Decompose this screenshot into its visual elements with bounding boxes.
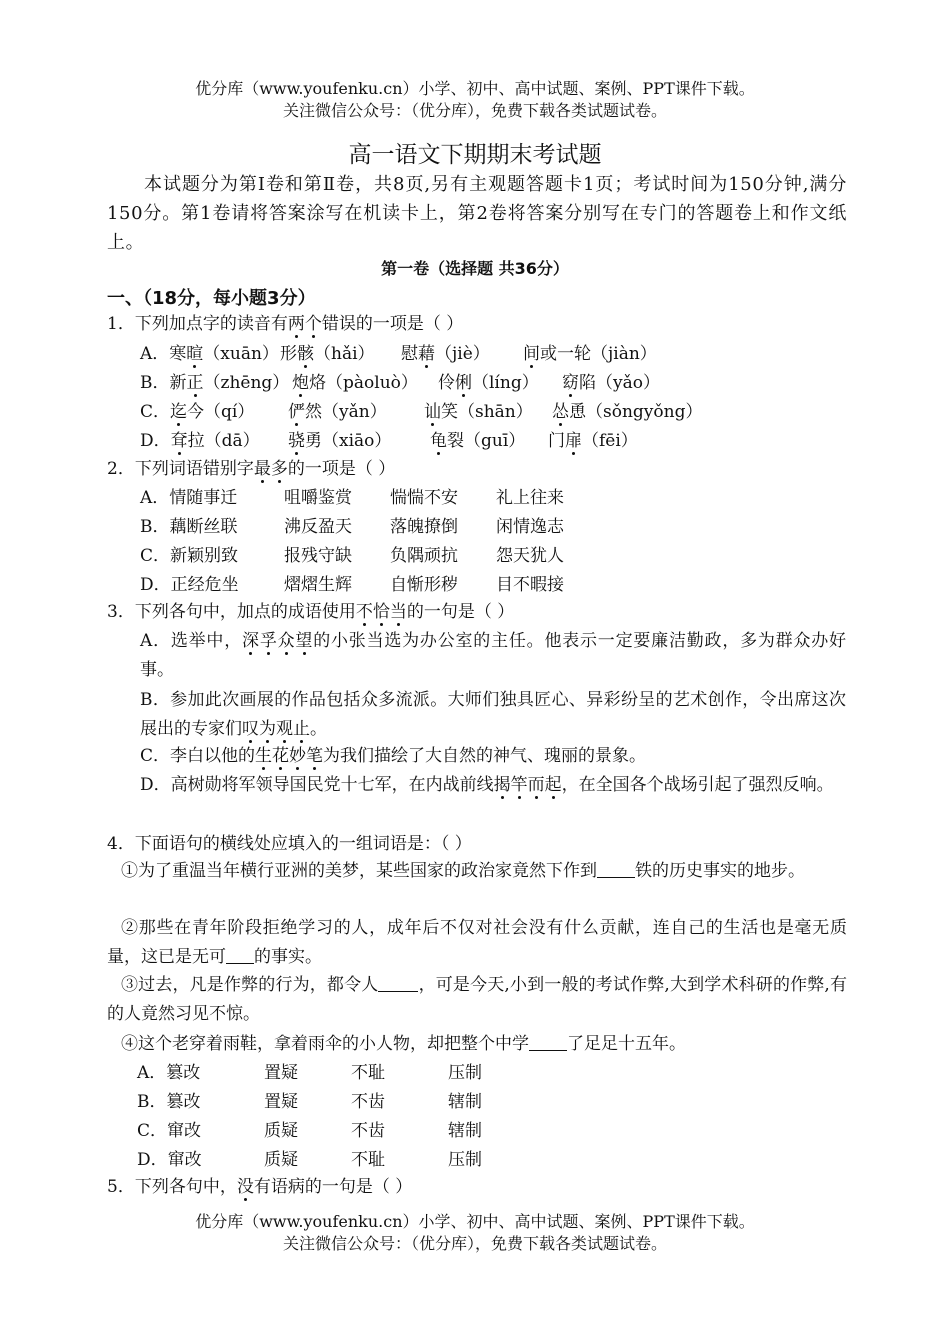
q2-option-a: A．情随事迁 咀嚼鉴赏 惴惴不安 礼上往来 (140, 488, 564, 508)
q3-option-b: B．参加此次画展的作品包括众多流派。大师们独具匠心、异彩纷呈的艺术创作，令出席这次展出的专家们叹为观止。 (140, 690, 846, 739)
part-one-heading: 第一卷（选择题 共36分） (381, 259, 569, 278)
q1-option-d: D．耷拉（dā） 骁勇（xiāo） 龟裂（guī） 门扉（fēi） (140, 431, 638, 451)
page-header (0, 78, 950, 122)
q2-stem: 2．下列词语错别字最多的一项是（ ） (107, 459, 396, 479)
q4-blank-2[interactable] (226, 947, 254, 964)
q3-option-c: C．李白以他的生花妙笔为我们描绘了大自然的神气、瑰丽的景象。 (140, 746, 647, 766)
exam-title: 高一语文下期期末考试题 (348, 142, 602, 168)
q5-stem: 5．下列各句中，没有语病的一句是（ ） (107, 1177, 413, 1197)
q2-option-c: C．新颖别致 报残守缺 负隅顽抗 怨天犹人 (140, 546, 564, 566)
q4-stem: 4．下面语句的横线处应填入的一组词语是：（ ） (107, 834, 472, 854)
header-line-2: 关注微信公众号：（优分库），免费下载各类试题试卷。 (282, 101, 667, 120)
footer-line-1: 优分库（www.youfenku.cn）小学、初中、高中试题、案例、PPT课件下载。 (195, 1212, 755, 1231)
q4-sentence-1: ①为了重温当年横行亚洲的美梦，某些国家的政治家竟然下作到 铁的历史事实的地步。 (121, 861, 805, 881)
q4-sentence-4: ④这个老穿着雨鞋，拿着雨伞的小人物，却把整个中学 了足足十五年。 (121, 1034, 686, 1054)
section-one-heading: 一、（18分，每小题3分） (107, 288, 316, 309)
q1-option-a: A．寒暄（xuān）形骸（hǎi） 慰藉（jiè） 间或一轮（jiàn） (140, 344, 657, 364)
q4-blank-1[interactable] (597, 861, 635, 878)
q4-option-c: C．窜改 质疑 不齿 辖制 (137, 1121, 482, 1141)
q1-option-c: C．迄今（qí） 俨然（yǎn） 讪笑（shān） 怂恿（sǒngyǒng） (140, 402, 703, 422)
page-footer (0, 1211, 950, 1255)
q4-sentence-3: ③过去，凡是作弊的行为，都令人 ，可是今天,小到一般的考试作弊,大到学术科研的作弊,有的人竟然习见不惊。 (107, 975, 847, 1024)
q3-stem: 3．下列各句中，加点的成语使用不恰当的一句是（ ） (107, 602, 515, 622)
q4-blank-4[interactable] (529, 1034, 567, 1051)
q4-blank-3[interactable] (378, 975, 418, 992)
footer-line-2: 关注微信公众号：（优分库），免费下载各类试题试卷。 (282, 1234, 667, 1253)
q2-option-d: D．正经危坐 熠熠生辉 自惭形秽 目不暇接 (140, 575, 564, 595)
q2-option-b: B．藕断丝联 沸反盈天 落魄撩倒 闲情逸志 (140, 517, 564, 537)
q4-sentence-2: ②那些在青年阶段拒绝学习的人，成年后不仅对社会没有什么贡献，连自己的生活也是毫无质量，这已是无可 的事实。 (107, 918, 847, 967)
q3-option-a: A．选举中，深孚众望的小张当选为办公室的主任。他表示一定要廉洁勤政，多为群众办好事。 (140, 631, 847, 680)
header-line-1: 优分库（www.youfenku.cn）小学、初中、高中试题、案例、PPT课件下载。 (195, 79, 755, 98)
q3-option-d: D．高树勋将军领导国民党十七军，在内战前线揭竿而起，在全国各个战场引起了强烈反响。 (140, 775, 834, 795)
q4-option-d: D．窜改 质疑 不耻 压制 (137, 1150, 482, 1170)
q1-stem: 1．下列加点字的读音有两个错误的一项是（ ） (107, 314, 464, 334)
q4-option-b: B．篡改 置疑 不齿 辖制 (137, 1092, 482, 1112)
q4-option-a: A．篡改 置疑 不耻 压制 (137, 1063, 482, 1083)
exam-intro: 本试题分为第Ⅰ卷和第Ⅱ卷，共8页,另有主观题答题卡1页；考试时间为150分钟,满分150分。第1卷请将答案涂写在机读卡上，第2卷将答案分别写在专门的答题卷上和作文纸上。 (107, 174, 847, 253)
q1-option-b: B．新正（zhēng） 炮烙（pàoluò） 伶俐（líng） 窈陷（yǎo） (140, 373, 660, 393)
